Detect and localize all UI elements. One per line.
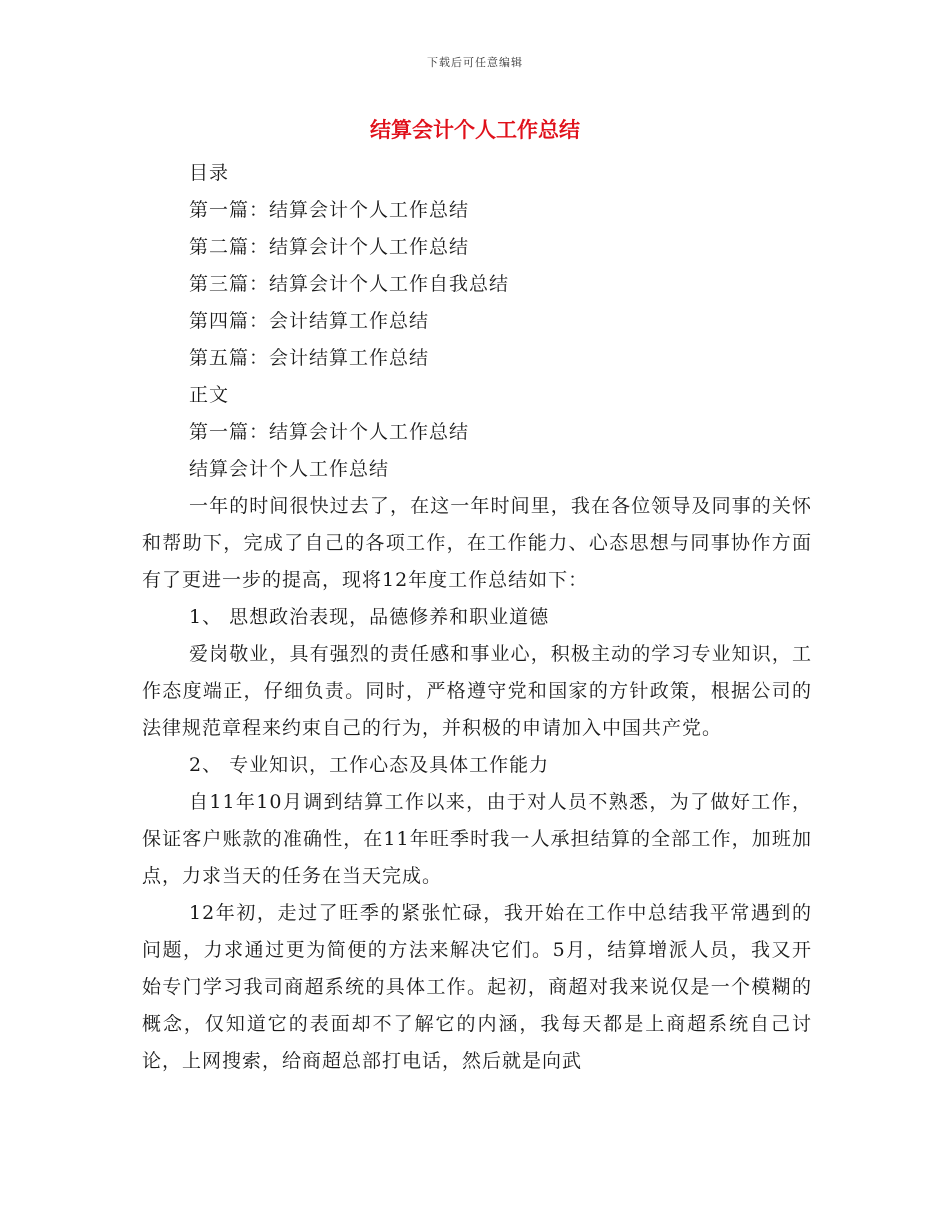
paragraph-2: 自11年10月调到结算工作以来，由于对人员不熟悉，为了做好工作，保证客户账款的准确性，在11年旺季时我一人承担结算的全部工作，加班加点，力求当天的任务在当天完成。: [142, 791, 812, 887]
toc-item: 第五篇：会计结算工作总结: [189, 347, 430, 369]
paragraph-3: 12年初，走过了旺季的紧张忙碌，我开始在工作中总结我平常遇到的问题，力求通过更为简便的方法来解决它们。5月，结算增派人员，我又开始专门学习我司商超系统的具体工作。起初，商超对我来说仅是一个模糊的概念，仅知道它的表面却不了解它的内涵，我每天都是上商超系统自己讨论，上网搜索，给商超总部打电话，然后就是向武: [142, 902, 812, 1072]
chapter-title: 第一篇：结算会计个人工作总结: [189, 421, 470, 443]
toc-item: 第二篇：结算会计个人工作总结: [189, 236, 470, 258]
header-note: 下载后可任意编辑: [427, 56, 523, 69]
document-title: 结算会计个人工作总结: [370, 118, 580, 142]
document-body: [142, 155, 812, 1080]
toc-item: 第三篇：结算会计个人工作自我总结: [189, 273, 510, 295]
body-heading: 正文: [189, 384, 230, 406]
toc-item: 第四篇：会计结算工作总结: [189, 310, 430, 332]
chapter-subtitle: 结算会计个人工作总结: [189, 458, 390, 480]
section-heading-1: 1、 思想政治表现，品德修养和职业道德: [189, 606, 550, 628]
toc-heading: 目录: [189, 162, 230, 184]
paragraph-intro: 一年的时间很快过去了，在这一年时间里，我在各位领导及同事的关怀和帮助下，完成了自己的各项工作，在工作能力、心态思想与同事协作方面有了更进一步的提高，现将12年度工作总结如下：: [142, 495, 812, 591]
paragraph-1: 爱岗敬业，具有强烈的责任感和事业心，积极主动的学习专业知识，工作态度端正，仔细负责。同时，严格遵守党和国家的方针政策，根据公司的法律规范章程来约束自己的行为，并积极的申请加入中国共产党。: [142, 643, 812, 739]
section-heading-2: 2、 专业知识，工作心态及具体工作能力: [189, 754, 550, 776]
toc-item: 第一篇：结算会计个人工作总结: [189, 199, 470, 221]
